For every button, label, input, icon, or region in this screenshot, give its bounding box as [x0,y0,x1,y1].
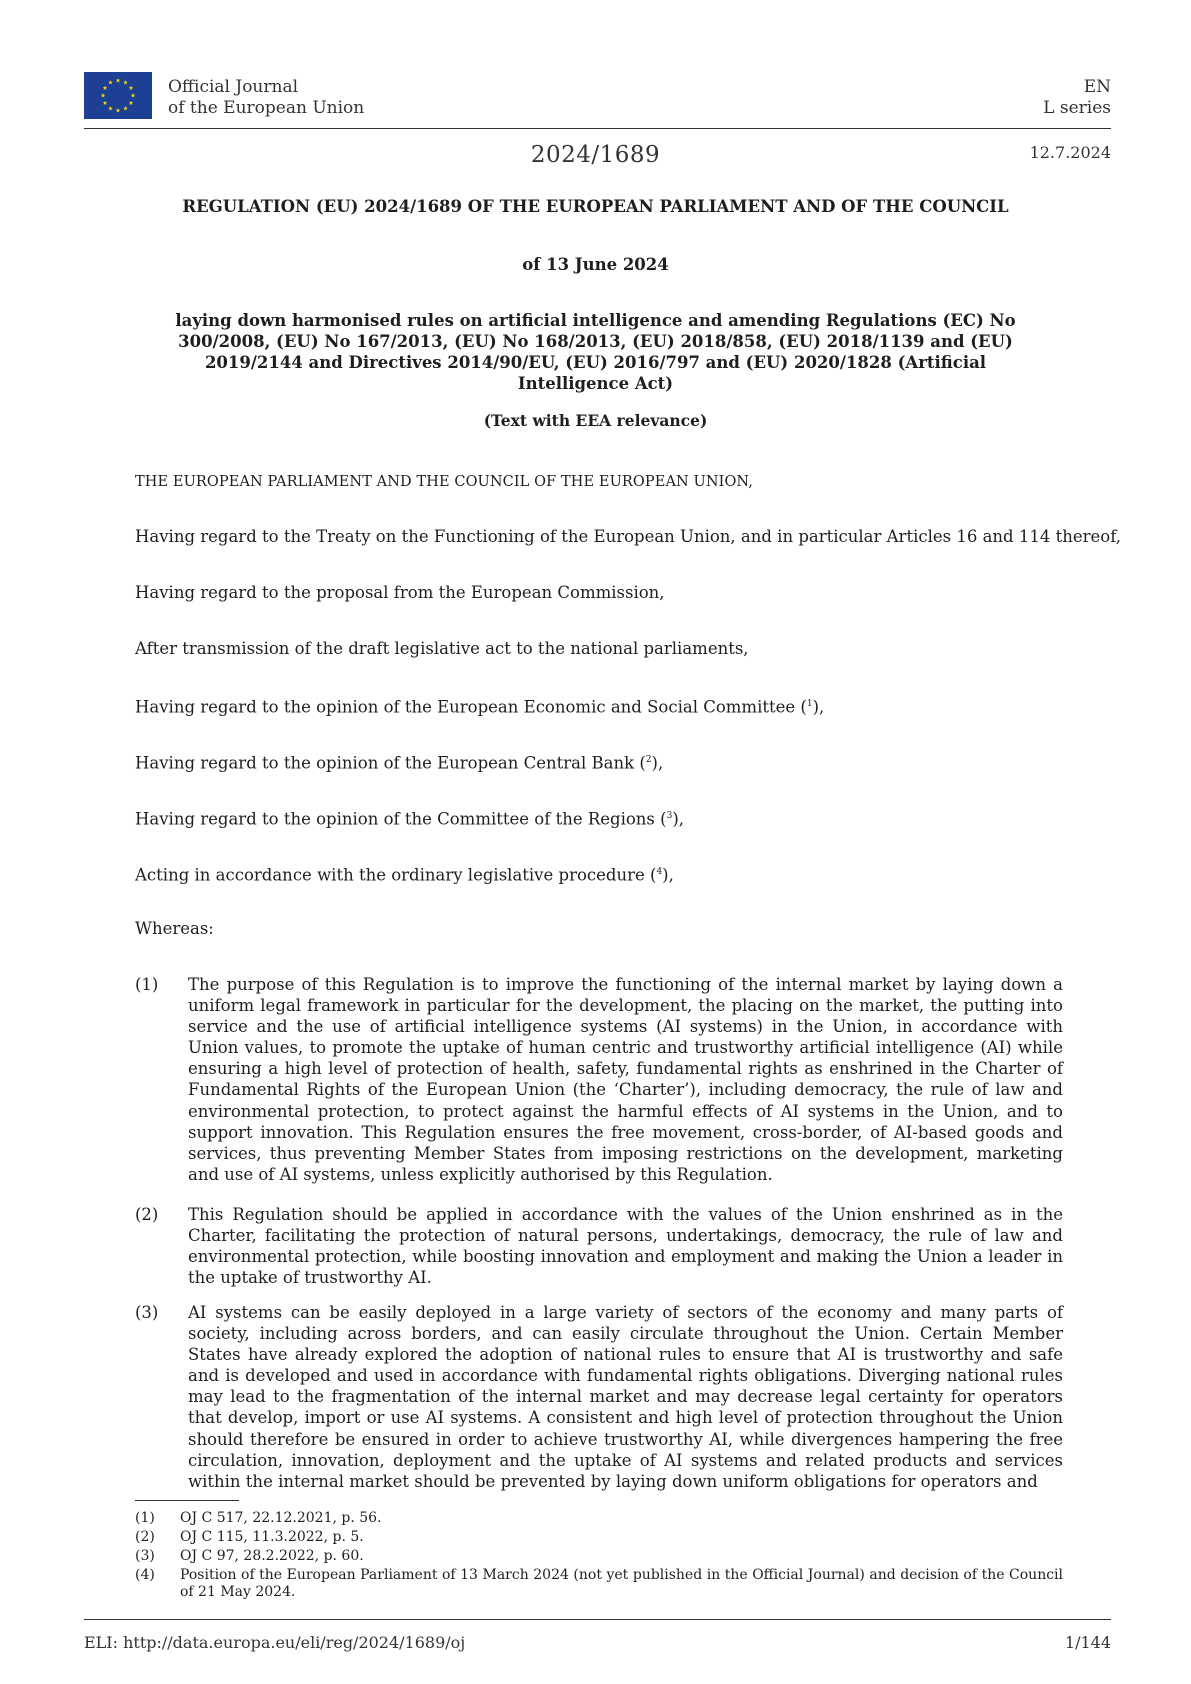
citation-cor-end: ), [672,809,684,829]
citation-proposal: Having regard to the proposal from the European Commission, [135,583,665,602]
citation-ecb [135,750,663,774]
document-number: 2024/1689 [530,142,661,168]
footnote-text: OJ C 115, 11.3.2022, p. 5. [180,1529,364,1545]
footnote-number: (2) [135,1529,155,1545]
recital-text: AI systems can be easily deployed in a large variety of sectors of the economy and many parts of society, including across borders, and can easily circulate throughout the Union. Certain Member States have already explored the adoption of national rules to ensure that AI is trustworthy and safe and is developed and used in accordance with fundamental rights obligations. Diverging national rules may lead to the fragmentation of the internal market and may decrease legal certainty for operators that develop, import or use AI systems. A consistent and high level of protection throughout the Union should therefore be ensured in order to achieve trustworthy AI, while divergences hampering the free circulation, innovation, deployment and the uptake of AI systems and related products and services within the internal market should be prevented by laying down uniform obligations for operators and [188,1303,1063,1491]
footnote-ref-3[interactable]: 3 [666,811,673,821]
footnote-ref-4[interactable]: 4 [656,867,663,877]
recital-2 [135,1204,1063,1288]
citation-treaty: Having regard to the Treaty on the Functioning of the European Union, and in particular Articles 16 and 114 thereof, [135,527,1121,546]
recital-3 [135,1302,1063,1492]
footnote-number: (1) [135,1510,155,1526]
footnote-ref-1[interactable]: 1 [806,699,813,709]
citation-eesc-text: Having regard to the opinion of the European Economic and Social Committee ( [135,697,807,717]
recital-text: This Regulation should be applied in accordance with the values of the Union enshrined as in the Charter, facilitating the protection of natural persons, undertakings, democracy, the rule of law and environmental protection, while boosting innovation and employment and making the Union a leader in the uptake of trustworthy AI. [188,1205,1063,1288]
citation-ecb-text: Having regard to the opinion of the European Central Bank ( [135,753,646,773]
citation-transmission: After transmission of the draft legislative act to the national parliaments, [135,639,749,658]
journal-name [168,77,364,119]
whereas-label: Whereas: [135,919,214,938]
footnote-1 [135,1510,1063,1527]
footnote-number: (3) [135,1548,155,1564]
footnote-number: (4) [135,1567,155,1583]
footnote-divider [135,1500,239,1501]
footnote-ref-2[interactable]: 2 [645,755,652,765]
recital-1 [135,974,1063,1185]
preamble-authors: THE EUROPEAN PARLIAMENT AND THE COUNCIL OF THE EUROPEAN UNION, [135,474,754,490]
footnotes [135,1510,1063,1603]
series-label: L series [1043,98,1111,118]
citation-cor-text: Having regard to the opinion of the Committee of the Regions ( [135,809,667,829]
footnote-text: OJ C 97, 28.2.2022, p. 60. [180,1548,364,1564]
publication-date: 12.7.2024 [1029,143,1111,162]
recital-text: The purpose of this Regulation is to improve the functioning of the internal market by laying down a uniform legal framework in particular for the development, the placing on the market, the putting into service and the use of artificial intelligence systems (AI systems) in the Union, in accordance with Union values, to promote the uptake of human centric and trustworthy artificial intelligence (AI) while ensuring a high level of protection of health, safety, fundamental rights as enshrined in the Charter of Fundamental Rights of the European Union (the ‘Charter’), including democracy, the rule of law and environmental protection, to protect against the harmful effects of AI systems in the Union, and to support innovation. This Regulation ensures the free movement, cross-border, of AI-based goods and services, thus preventing Member States from imposing restrictions on the development, marketing and use of AI systems, unless explicitly authorised by this Regulation. [188,975,1063,1184]
journal-name-line1: Official Journal [168,77,299,97]
citation-procedure-end: ), [662,865,674,885]
regulation-date: of 13 June 2024 [522,255,669,274]
citation-procedure [135,862,674,886]
regulation-subject: laying down harmonised rules on artificial intelligence and amending Regulations (EC) No 300/2008, (EU) No 167/2013, (EU) No 168/2013, (EU) 2018/858, (EU) 2018/1139 and (EU) 2019/2144 and Directives 2014/90/EU, (EU) 2016/797 and (EU) 2020/1828 (Artificial Intelligence Act) [175,311,1016,393]
eea-relevance: (Text with EEA relevance) [483,411,708,430]
footnote-4 [135,1567,1063,1601]
citation-eesc-end: ), [812,697,825,717]
footnote-text: Position of the European Parliament of 13 March 2024 (not yet published in the Official Journal) and decision of the Council of 21 May 2024. [180,1567,1063,1600]
citation-ecb-end: ), [651,753,664,773]
citation-cor [135,806,684,830]
recital-number: (1) [135,975,159,994]
language-series [1043,77,1111,119]
regulation-title: REGULATION (EU) 2024/1689 OF THE EUROPEAN PARLIAMENT AND OF THE COUNCIL [182,197,1009,216]
footnote-text: OJ C 517, 22.12.2021, p. 56. [180,1510,382,1526]
recital-number: (3) [135,1303,159,1322]
language-code: EN [1083,77,1111,97]
citation-eesc [135,694,824,718]
journal-name-line2: of the European Union [168,98,365,118]
recital-number: (2) [135,1205,159,1224]
citation-procedure-text: Acting in accordance with the ordinary legislative procedure ( [135,865,657,885]
footnote-2 [135,1529,1063,1546]
footnote-3 [135,1548,1063,1565]
header-divider [84,128,1111,129]
eu-flag-logo [84,72,152,119]
footer-divider [84,1619,1111,1620]
eli-link[interactable]: ELI: http://data.europa.eu/eli/reg/2024/1689/oj [84,1633,466,1652]
page-number: 1/144 [1064,1633,1111,1652]
